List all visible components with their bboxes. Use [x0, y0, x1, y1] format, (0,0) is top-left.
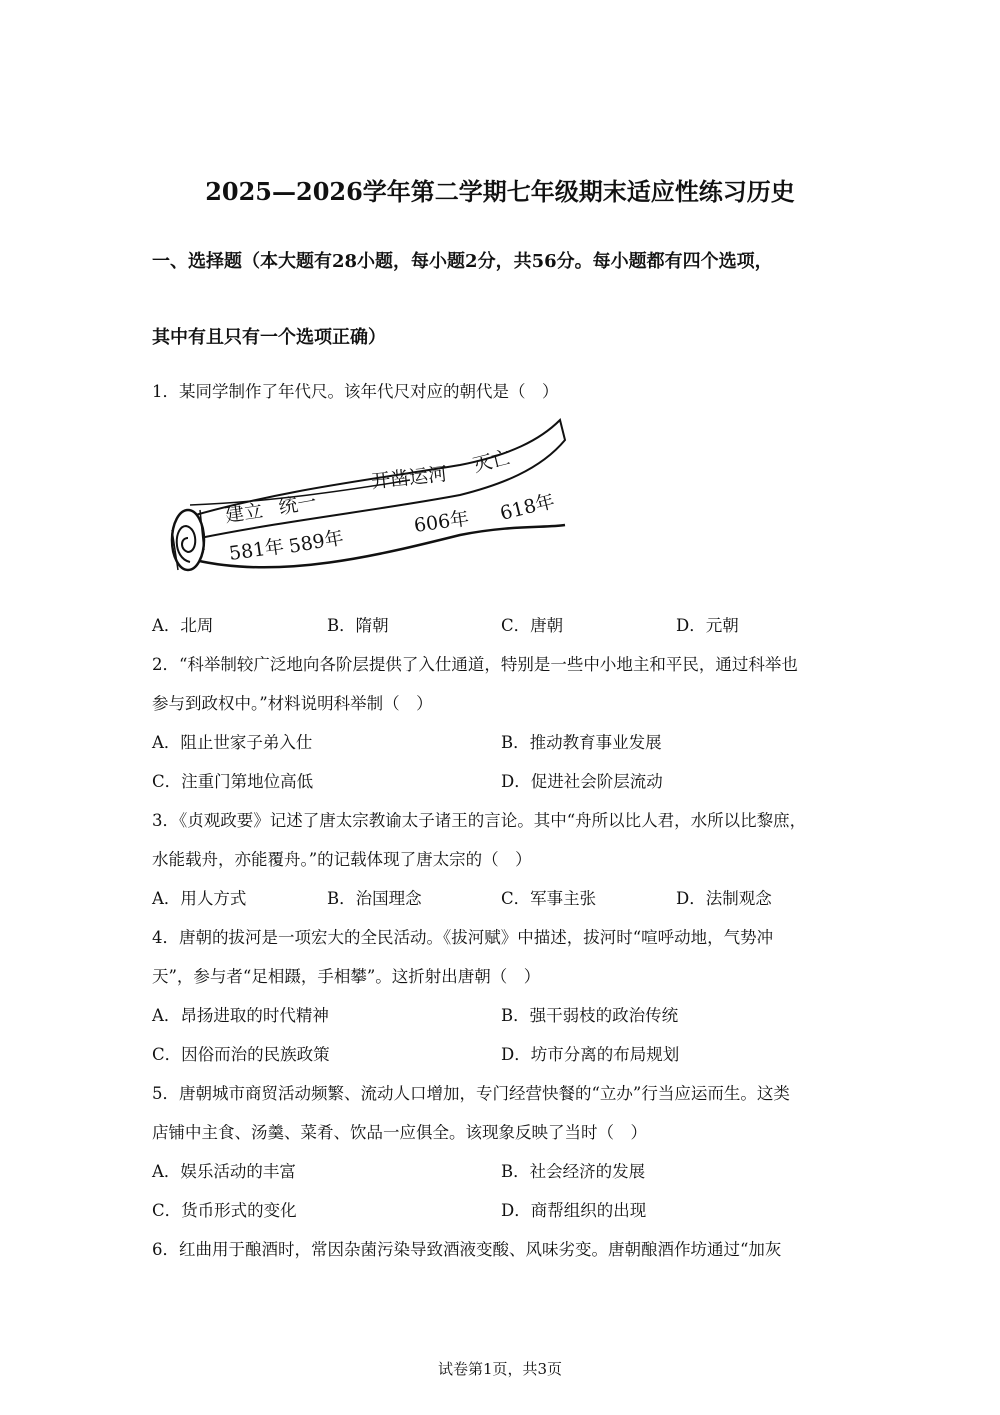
q3-option-a: A．用人方式 [152, 889, 247, 908]
question-5-stem-line2: 店铺中主食、汤羹、菜肴、饮品一应俱全。该现象反映了当时（ ） [152, 1123, 647, 1142]
page-footer: 试卷第1页，共3页 [437, 1360, 563, 1378]
q1-option-b: B．隋朝 [327, 616, 389, 635]
question-1-stem: 1．某同学制作了年代尺。该年代尺对应的朝代是（ ） [152, 382, 559, 401]
page-title: 2025—2026学年第二学期七年级期末适应性练习历史 [205, 177, 795, 206]
q2-option-c: C．注重门第地位高低 [152, 772, 314, 791]
year-label-606: 606年 [412, 507, 471, 537]
question-2-stem-line1: 2．“科举制较广泛地向各阶层提供了入仕通道，特别是一些中小地主和平民，通过科举也 [152, 655, 798, 674]
year-label-589: 589年 [287, 526, 346, 558]
q3-option-b: B．治国理念 [327, 889, 422, 908]
q4-option-a: A．昂扬进取的时代精神 [152, 1006, 329, 1025]
section-heading-line1: 一、选择题（本大题有28小题，每小题2分，共56分。每小题都有四个选项， [152, 251, 773, 272]
question-3-stem-line1: 3．《贞观政要》记述了唐太宗教谕太子诸王的言论。其中“舟所以比人君，水所以比黎庶， [152, 811, 807, 830]
question-2-stem-line2: 参与到政权中。”材料说明科举制（ ） [152, 694, 433, 713]
q2-option-a: A．阻止世家子弟入仕 [152, 733, 313, 752]
q1-option-a: A．北周 [152, 616, 214, 635]
q3-option-d: D．法制观念 [676, 889, 772, 908]
event-label-unified: 统一 [277, 490, 319, 519]
q5-option-c: C．货币形式的变化 [152, 1201, 297, 1220]
year-label-618: 618年 [497, 490, 557, 525]
event-label-fall: 灭亡 [470, 446, 514, 477]
q5-option-d: D．商帮组织的出现 [501, 1201, 647, 1220]
event-label-canal: 开凿运河 [370, 463, 449, 493]
q3-option-c: C．军事主张 [501, 889, 597, 908]
q4-option-c: C．因俗而治的民族政策 [152, 1045, 330, 1064]
q5-option-b: B．社会经济的发展 [501, 1162, 646, 1181]
timeline-scroll-figure [160, 410, 570, 590]
q1-option-c: C．唐朝 [501, 616, 564, 635]
event-label-founded: 建立 [223, 499, 265, 527]
q5-option-a: A．娱乐活动的丰富 [152, 1162, 296, 1181]
year-label-581: 581年 [227, 535, 286, 565]
q2-option-d: D．促进社会阶层流动 [501, 772, 663, 791]
q2-option-b: B．推动教育事业发展 [501, 733, 662, 752]
q1-option-d: D．元朝 [676, 616, 739, 635]
question-6-stem-line1: 6．红曲用于酿酒时，常因杂菌污染导致酒液变酸、风味劣变。唐朝酿酒作坊通过“加灰 [152, 1240, 782, 1259]
question-3-stem-line2: 水能载舟，亦能覆舟。”的记载体现了唐太宗的（ ） [152, 850, 532, 869]
question-4-stem-line1: 4．唐朝的拔河是一项宏大的全民活动。《拔河赋》中描述，拔河时“喧呼动地，气势冲 [152, 928, 774, 947]
question-5-stem-line1: 5．唐朝城市商贸活动频繁、流动人口增加，专门经营快餐的“立办”行当应运而生。这类 [152, 1084, 790, 1103]
q4-option-b: B．强干弱枝的政治传统 [501, 1006, 679, 1025]
q4-option-d: D．坊市分离的布局规划 [501, 1045, 680, 1064]
question-4-stem-line2: 天”，参与者“足相蹑，手相攀”。这折射出唐朝（ ） [152, 967, 541, 986]
section-heading-line2: 其中有且只有一个选项正确） [152, 327, 386, 348]
